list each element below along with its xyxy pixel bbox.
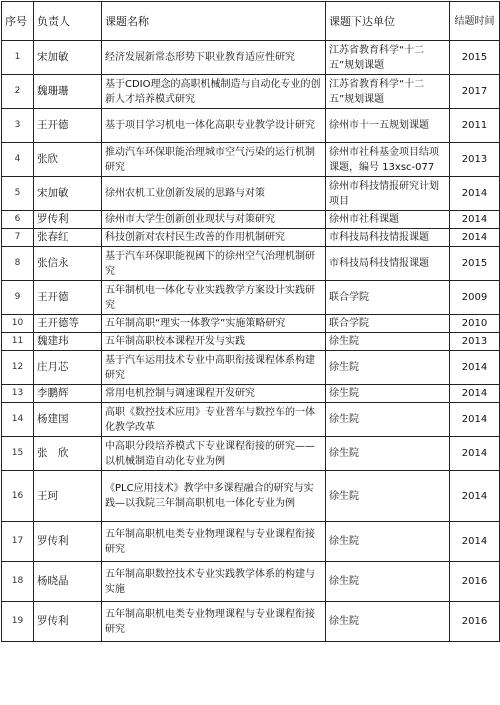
row-title: 《PLC应用技术》教学中多课程融合的研究与实践—以我院三年制高职机电一体化专业为例 [102, 471, 326, 522]
row-number: 5 [2, 177, 34, 211]
row-title: 五年制高职“理实一体教学”实施策略研究 [102, 315, 326, 333]
row-year: 2015 [450, 41, 500, 75]
row-owner: 罗传利 [34, 602, 102, 642]
row-number: 16 [2, 471, 34, 522]
table-row [2, 109, 500, 143]
table-row [2, 403, 500, 437]
row-number: 10 [2, 315, 34, 333]
row-unit: 江苏省教育科学“十二五”规划课题 [326, 41, 450, 75]
row-year: 2017 [450, 75, 500, 109]
header-no: 序号 [2, 2, 34, 41]
row-title: 高职《数控技术应用》专业普车与数控车的一体化教学改革 [102, 403, 326, 437]
row-owner: 张信永 [34, 247, 102, 281]
table-row [2, 281, 500, 315]
row-unit: 徐生院 [326, 522, 450, 562]
row-title: 五年制高职数控技术专业实践教学体系的构建与实施 [102, 562, 326, 602]
row-owner: 杨建国 [34, 403, 102, 437]
table-row [2, 211, 500, 229]
header-unit: 课题下达单位 [326, 2, 450, 41]
table-row [2, 385, 500, 403]
row-year: 2016 [450, 602, 500, 642]
row-owner: 罗传利 [34, 211, 102, 229]
table-row [2, 351, 500, 385]
row-title: 基于汽车环保职能视阈下的徐州空气治理机制研究 [102, 247, 326, 281]
table-row [2, 471, 500, 522]
row-title: 基于汽车运用技术专业中高职衔接课程体系构建研究 [102, 351, 326, 385]
row-unit: 徐生院 [326, 602, 450, 642]
table-body [2, 41, 500, 642]
row-owner: 张欣 [34, 143, 102, 177]
row-owner: 杨晓晶 [34, 562, 102, 602]
table-row [2, 143, 500, 177]
row-number: 14 [2, 403, 34, 437]
row-owner: 李鹏辉 [34, 385, 102, 403]
row-title: 五年制高职机电类专业物理课程与专业课程衔接研究 [102, 522, 326, 562]
row-unit: 徐州市社科课题 [326, 211, 450, 229]
row-title: 徐州农机工业创新发展的思路与对策 [102, 177, 326, 211]
table-row [2, 522, 500, 562]
row-owner: 王开德 [34, 109, 102, 143]
row-number: 9 [2, 281, 34, 315]
table-row [2, 562, 500, 602]
table-row [2, 315, 500, 333]
row-unit: 徐生院 [326, 403, 450, 437]
table-row [2, 229, 500, 247]
row-owner: 张春红 [34, 229, 102, 247]
table-row [2, 41, 500, 75]
row-year: 2013 [450, 143, 500, 177]
row-year: 2014 [450, 522, 500, 562]
row-title: 五年制机电一体化专业实践教学方案设计实践研究 [102, 281, 326, 315]
row-owner: 罗传利 [34, 522, 102, 562]
row-title: 经济发展新常态形势下职业教育适应性研究 [102, 41, 326, 75]
row-owner: 王开德 [34, 281, 102, 315]
row-owner: 王珂 [34, 471, 102, 522]
row-number: 17 [2, 522, 34, 562]
row-title: 推动汽车环保职能治理城市空气污染的运行机制研究 [102, 143, 326, 177]
table-row [2, 177, 500, 211]
row-year: 2014 [450, 403, 500, 437]
row-number: 7 [2, 229, 34, 247]
row-title: 科技创新对农村民生改善的作用机制研究 [102, 229, 326, 247]
row-number: 3 [2, 109, 34, 143]
row-title: 五年制高职机电类专业物理课程与专业课程衔接研究 [102, 602, 326, 642]
row-unit: 联合学院 [326, 315, 450, 333]
row-year: 2009 [450, 281, 500, 315]
row-unit: 江苏省教育科学“十二五”规划课题 [326, 75, 450, 109]
row-number: 15 [2, 437, 34, 471]
row-number: 13 [2, 385, 34, 403]
header-owner: 负责人 [34, 2, 102, 41]
row-owner: 庄月芯 [34, 351, 102, 385]
row-number: 6 [2, 211, 34, 229]
row-title: 徐州市大学生创新创业现状与对策研究 [102, 211, 326, 229]
row-year: 2015 [450, 247, 500, 281]
row-year: 2014 [450, 177, 500, 211]
row-number: 8 [2, 247, 34, 281]
table-row [2, 437, 500, 471]
header-year: 结题时间 [450, 2, 500, 41]
table-row [2, 333, 500, 351]
row-number: 4 [2, 143, 34, 177]
row-unit: 徐生院 [326, 351, 450, 385]
row-year: 2014 [450, 229, 500, 247]
row-unit: 徐生院 [326, 385, 450, 403]
row-year: 2014 [450, 351, 500, 385]
row-unit: 徐州市科技情报研究计划项目 [326, 177, 450, 211]
row-owner: 魏建玮 [34, 333, 102, 351]
row-unit: 徐生院 [326, 437, 450, 471]
table-header-row [2, 2, 500, 41]
row-unit: 徐生院 [326, 471, 450, 522]
table-row [2, 602, 500, 642]
row-year: 2014 [450, 471, 500, 522]
row-number: 1 [2, 41, 34, 75]
row-number: 11 [2, 333, 34, 351]
row-unit: 徐生院 [326, 562, 450, 602]
row-year: 2014 [450, 437, 500, 471]
row-title: 中高职分段培养模式下专业课程衔接的研究——以机械制造自动化专业为例 [102, 437, 326, 471]
row-owner: 魏珊珊 [34, 75, 102, 109]
row-year: 2010 [450, 315, 500, 333]
row-number: 19 [2, 602, 34, 642]
row-unit: 市科技局科技情报课题 [326, 247, 450, 281]
research-projects-table [1, 1, 500, 642]
row-year: 2014 [450, 385, 500, 403]
row-number: 12 [2, 351, 34, 385]
table-row [2, 75, 500, 109]
row-unit: 联合学院 [326, 281, 450, 315]
row-number: 2 [2, 75, 34, 109]
row-owner: 宋加敏 [34, 41, 102, 75]
row-title: 五年制高职校本课程开发与实践 [102, 333, 326, 351]
row-year: 2016 [450, 562, 500, 602]
row-unit: 徐州市十一五规划课题 [326, 109, 450, 143]
table-row [2, 247, 500, 281]
row-number: 18 [2, 562, 34, 602]
row-owner: 张 欣 [34, 437, 102, 471]
row-title: 基于项目学习机电一体化高职专业教学设计研究 [102, 109, 326, 143]
row-unit: 市科技局科技情报课题 [326, 229, 450, 247]
row-title: 基于CDIO理念的高职机械制造与自动化专业的创新人才培养模式研究 [102, 75, 326, 109]
row-unit: 徐州市社科基金项目结项课题，编号 13xsc-077 [326, 143, 450, 177]
row-year: 2013 [450, 333, 500, 351]
header-title: 课题名称 [102, 2, 326, 41]
row-year: 2011 [450, 109, 500, 143]
row-owner: 宋加敏 [34, 177, 102, 211]
row-title: 常用电机控制与调速课程开发研究 [102, 385, 326, 403]
row-owner: 王开德等 [34, 315, 102, 333]
row-year: 2014 [450, 211, 500, 229]
row-unit: 徐生院 [326, 333, 450, 351]
